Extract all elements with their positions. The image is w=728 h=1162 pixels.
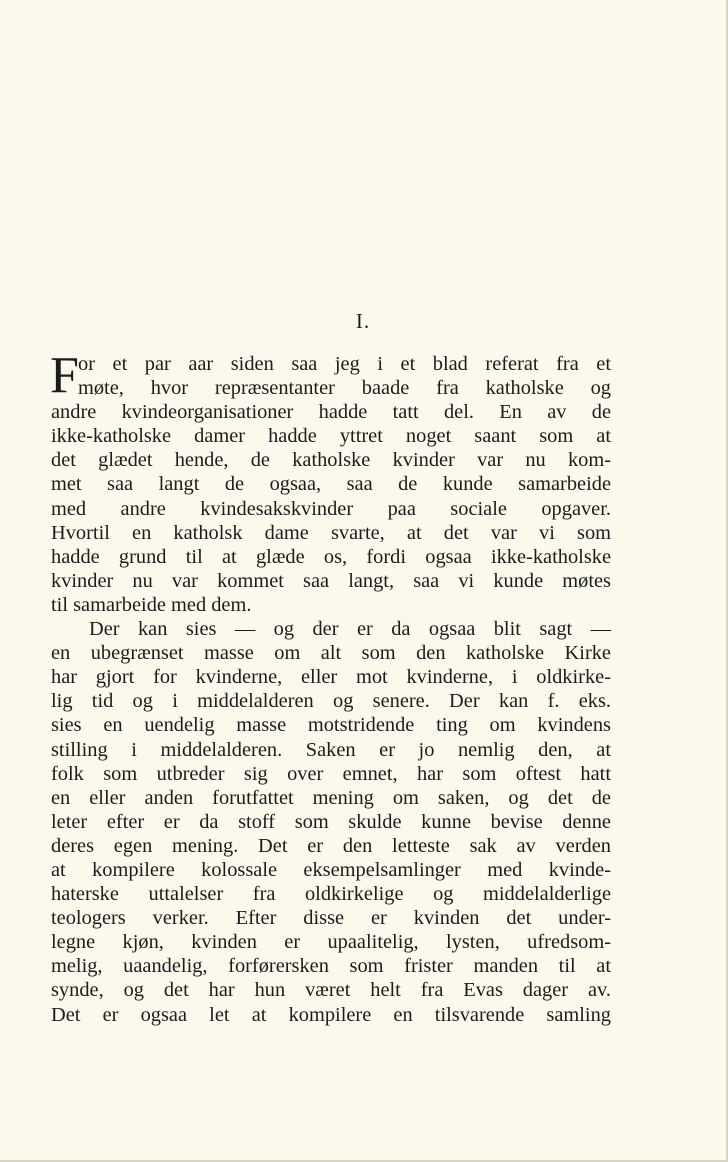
- text-line: at kompilere kolossale eksempelsamlinger med kvinde-: [51, 858, 611, 881]
- text-line: møte, hvor repræsentanter baade fra katholske og: [78, 377, 611, 400]
- drop-cap: F: [50, 347, 79, 404]
- text-line: sies en uendelig masse motstridende ting om kvindens: [51, 714, 611, 737]
- text-line: melig, uaandelig, forførersken som frister manden til at: [51, 955, 611, 978]
- text-line: stilling i middelalderen. Saken er jo nemlig den, at: [51, 738, 611, 761]
- text-line: ikke-katholske damer hadde yttret noget saant som at: [51, 425, 611, 448]
- text-line: haterske uttalelser fra oldkirkelige og middelalderlige: [51, 883, 611, 906]
- text-line: met saa langt de ogsaa, saa de kunde samarbeide: [51, 473, 611, 496]
- text-line: med andre kvindesakskvinder paa sociale opgaver.: [51, 497, 611, 520]
- text-line: legne kjøn, kvinden er upaalitelig, lysten, ufredsom-: [51, 931, 611, 954]
- text-line: til samarbeide med dem.: [51, 593, 252, 616]
- text-line: en ubegrænset masse om alt som den katholske Kirke: [51, 642, 611, 665]
- text-line: Hvortil en katholsk dame svarte, at det var vi som: [51, 521, 611, 544]
- text-line: andre kvindeorganisationer hadde tatt del. En av de: [51, 401, 611, 424]
- text-line: hadde grund til at glæde os, fordi ogsaa ikke-katholske: [51, 545, 611, 568]
- text-line: Der kan sies — og der er da ogsaa blit sagt —: [89, 618, 611, 641]
- text-line: folk som utbreder sig over emnet, har som oftest hatt: [51, 762, 611, 785]
- text-line: Det er ogsaa let at kompilere en tilsvarende samling: [51, 1003, 611, 1026]
- text-line: leter efter er da stoff som skulde kunne bevise denne: [51, 810, 611, 833]
- body-text: [50, 347, 611, 1027]
- text-line: det glædet hende, de katholske kvinder var nu kom-: [51, 449, 611, 472]
- text-line: deres egen mening. Det er den letteste sak av verden: [51, 834, 611, 857]
- chapter-heading: I.: [355, 309, 371, 333]
- text-line: synde, og det har hun været helt fra Evas dager av.: [51, 979, 611, 1002]
- text-line: har gjort for kvinderne, eller mot kvinderne, i oldkirke-: [51, 666, 611, 689]
- text-line: teologers verker. Efter disse er kvinden det under-: [51, 907, 611, 930]
- text-line: kvinder nu var kommet saa langt, saa vi kunde møtes: [51, 569, 611, 592]
- text-line: or et par aar siden saa jeg i et blad referat fra et: [78, 353, 611, 375]
- text-line: en eller anden forutfattet mening om saken, og det de: [51, 786, 611, 809]
- text-line: lig tid og i middelalderen og senere. Der kan f. eks.: [51, 690, 611, 713]
